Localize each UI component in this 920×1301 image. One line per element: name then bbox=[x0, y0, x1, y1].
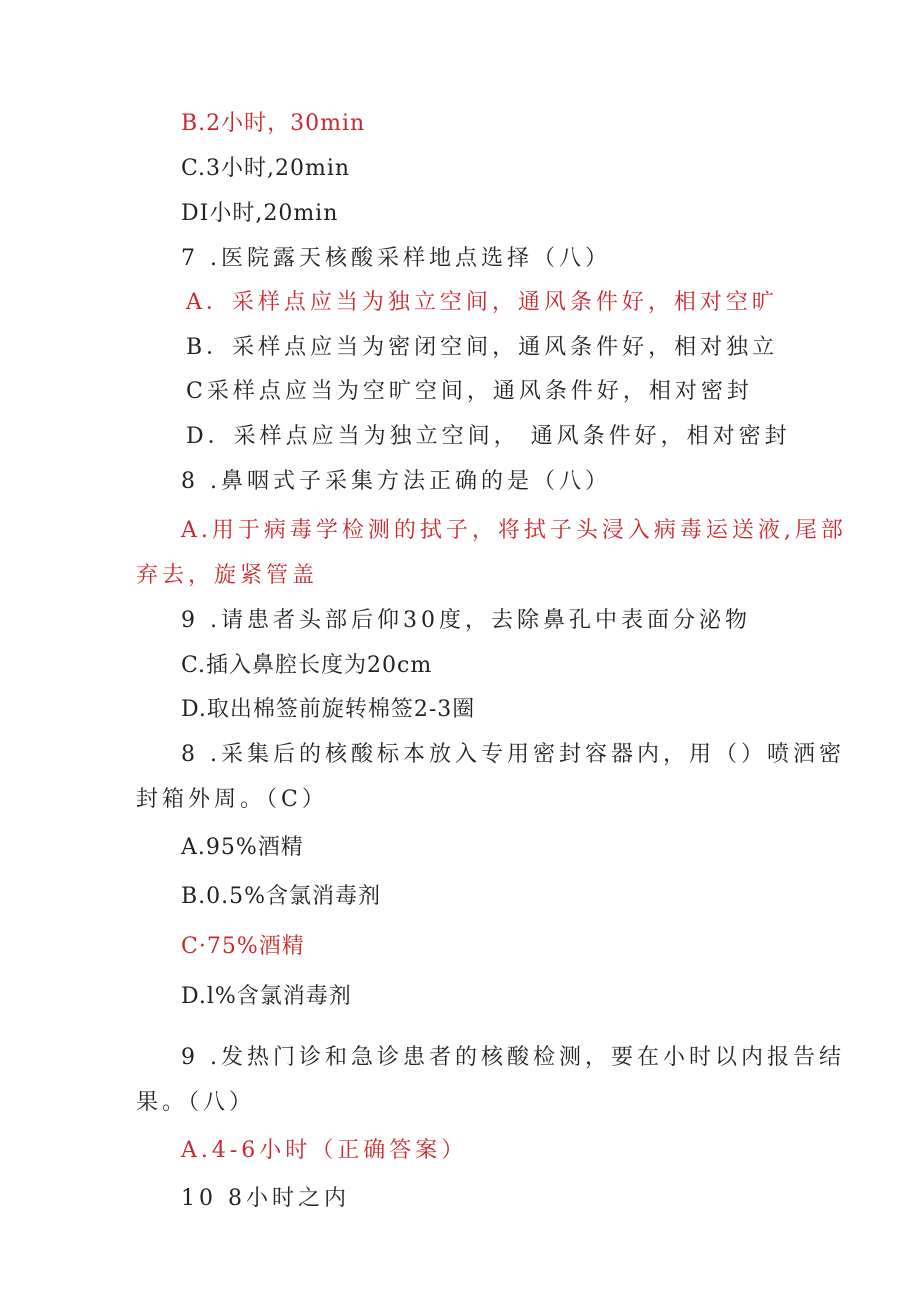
report-option-a: A.4-6小时（正确答案） bbox=[181, 1138, 468, 1163]
option-d-duration: DI小时,20min bbox=[181, 201, 339, 226]
spray-option-c: C·75%酒精 bbox=[181, 934, 305, 959]
question-9-report-line1: 9 .发热门诊和急诊患者的核酸检测，要在小时以内报告结 bbox=[181, 1045, 845, 1070]
question-8-option-a-line2: 弃去，旋紧管盖 bbox=[136, 563, 319, 588]
step-c: C.插入鼻腔长度为20cm bbox=[181, 653, 433, 678]
spray-option-a: A.95%酒精 bbox=[181, 835, 304, 860]
option-b-duration: B.2小时，30min bbox=[181, 111, 366, 136]
report-option-10: 10 8小时之内 bbox=[181, 1186, 350, 1211]
question-7-option-d: D．采样点应当为独立空间， 通风条件好，相对密封 bbox=[186, 424, 791, 449]
step-d: D.取出棉签前旋转棉签2-3圈 bbox=[181, 697, 476, 722]
spray-option-b: B.0.5%含氯消毒剂 bbox=[181, 884, 382, 909]
question-9-step: 9 .请患者头部后仰30度，去除鼻孔中表面分泌物 bbox=[181, 608, 751, 633]
question-7-option-a: A．采样点应当为独立空间，通风条件好，相对空旷 bbox=[186, 290, 778, 315]
question-7: 7 .医院露天核酸采样地点选择（八） bbox=[181, 246, 611, 271]
option-c-duration: C.3小时,20min bbox=[181, 156, 351, 181]
question-7-option-c: C采样点应当为空旷空间，通风条件好，相对密封 bbox=[186, 379, 753, 404]
question-8-option-a-line1: A.用于病毒学检测的拭子，将拭子头浸入病毒运送液,尾部 bbox=[181, 518, 847, 543]
question-8-swab: 8 .鼻咽式子采集方法正确的是（八） bbox=[181, 469, 611, 494]
question-7-option-b: B．采样点应当为密闭空间，通风条件好，相对独立 bbox=[186, 335, 779, 360]
question-9-report-line2: 果。（八） bbox=[136, 1090, 256, 1115]
question-8-spray-line1: 8 .采集后的核酸标本放入专用密封容器内，用（）喷洒密 bbox=[181, 742, 845, 767]
question-8-spray-line2: 封箱外周。（C） bbox=[136, 787, 328, 812]
spray-option-d: D.l%含氯消毒剂 bbox=[181, 984, 352, 1009]
